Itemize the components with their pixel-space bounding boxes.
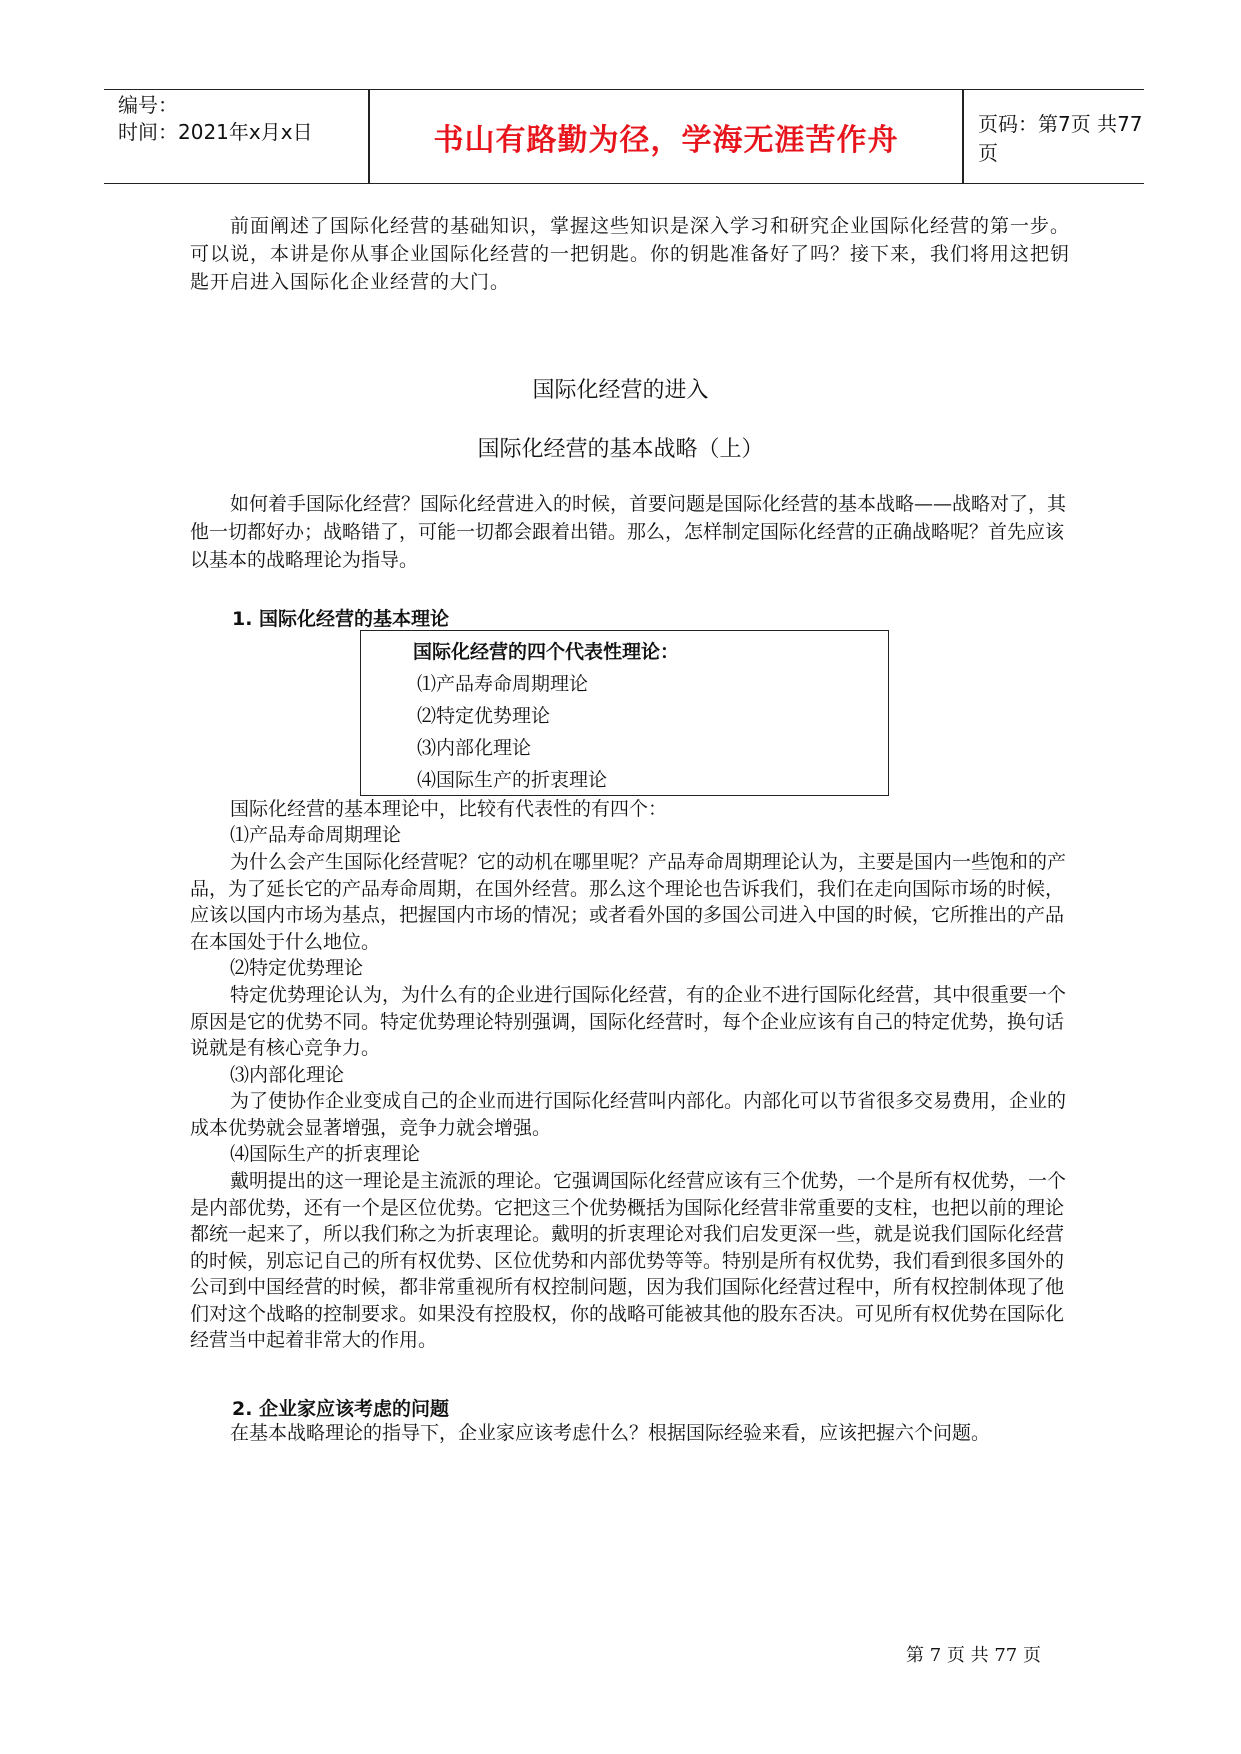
theory-box-title: 国际化经营的四个代表性理论：: [413, 641, 680, 663]
intro-paragraph: 前面阐述了国际化经营的基础知识，掌握这些知识是深入学习和研究企业国际化经营的第一步。可以说，本讲是你从事企业国际化经营的一把钥匙。你的钥匙准备好了吗？接下来，我们将用这把钥匙开启进入国际化企业经营的大门。: [190, 215, 1071, 293]
paragraph: 特定优势理论认为，为什么有的企业进行国际化经营，有的企业不进行国际化经营，其中很重要一个原因是它的优势不同。特定优势理论特别强调，国际化经营时，每个企业应该有自己的特定优势，换句话说就是有核心竞争力。: [190, 984, 1067, 1059]
section-heading: 2. 企业家应该考虑的问题: [232, 1398, 450, 1420]
subheading: ⑵特定优势理论: [230, 957, 364, 979]
paragraph: 为了使协作企业变成自己的企业而进行国际化经营叫内部化。内部化可以节省很多交易费用，企业的成本优势就会显著增强，竞争力就会增强。: [190, 1090, 1067, 1139]
subheading: ⑴产品寿命周期理论: [230, 824, 402, 846]
subheading: ⑷国际生产的折衷理论: [230, 1143, 421, 1165]
theory-item: ⑵特定优势理论: [417, 705, 551, 727]
theory-box: [360, 630, 889, 796]
theory-item: ⑷国际生产的折衷理论: [417, 769, 608, 791]
page-footer: 第 7 页 共 77 页: [906, 1645, 1041, 1666]
header-table: [104, 89, 1144, 184]
header-page-label: 页码：第7页 共77页: [978, 111, 1143, 165]
theory-item: ⑴产品寿命周期理论: [417, 673, 589, 695]
section-heading: 1. 国际化经营的基本理论: [232, 608, 450, 630]
paragraph: 戴明提出的这一理论是主流派的理论。它强调国际化经营应该有三个优势，一个是所有权优势，一个是内部优势，还有一个是区位优势。它把这三个优势概括为国际化经营非常重要的支柱，也把以前的理论都统一起来了，所以我们称之为折衷理论。戴明的折衷理论对我们启发更深一些，就是说我们国际化经营的时候，别忘记自己的所有权优势、区位优势和内部优势等等。特别是所有权优势，我们看到很多国外的公司到中国经营的时候，都非常重视所有权控制问题，因为我们国际化经营过程中，所有权控制体现了他们对这个战略的控制要求。如果没有控股权，你的战略可能被其他的股东否决。可见所有权优势在国际化经营当中起着非常大的作用。: [190, 1170, 1067, 1351]
paragraph: 为什么会产生国际化经营呢？它的动机在哪里呢？产品寿命周期理论认为，主要是国内一些饱和的产品，为了延长它的产品寿命周期，在国外经营。那么这个理论也告诉我们，我们在走向国际市场的时候，应该以国内市场为基点，把握国内市场的情况；或者看外国的多国公司进入中国的时候，它所推出的产品在本国处于什么地位。: [190, 851, 1067, 953]
section-subtitle: 国际化经营的基本战略（上）: [477, 437, 764, 462]
paragraph: 国际化经营的基本理论中，比较有代表性的有四个：: [230, 798, 668, 820]
paragraph: 在基本战略理论的指导下，企业家应该考虑什么？根据国际经验来看，应该把握六个问题。: [230, 1422, 991, 1444]
section-title: 国际化经营的进入: [532, 378, 709, 403]
time-label: 时间：2021年x月x日: [118, 120, 313, 144]
theory-item: ⑶内部化理论: [417, 737, 532, 759]
header-divider: [962, 90, 964, 183]
subheading: ⑶内部化理论: [230, 1064, 345, 1086]
paragraph: 如何着手国际化经营？国际化经营进入的时候，首要问题是国际化经营的基本战略——战略对了，其他一切都好办；战略错了，可能一切都会跟着出错。那么，怎样制定国际化经营的正确战略呢？首先应该以基本的战略理论为指导。: [190, 493, 1067, 571]
header-left: [118, 92, 364, 146]
header-motto: 书山有路勤为径，学海无涯苦作舟: [433, 122, 899, 158]
number-label: 编号：: [118, 93, 178, 117]
